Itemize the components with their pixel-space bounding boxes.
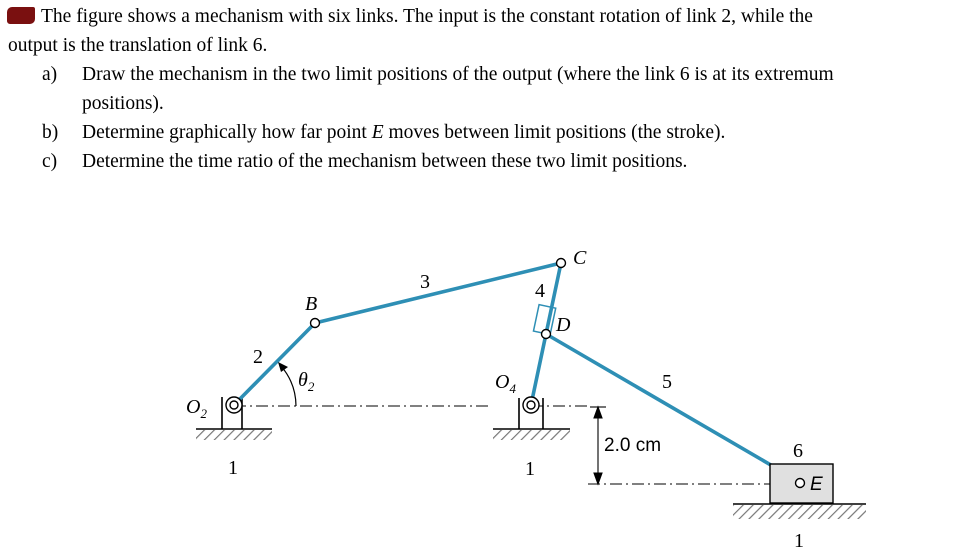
dimension-arrow-bottom: [594, 473, 602, 484]
label-point-c: C: [573, 247, 587, 269]
joint-d: [542, 330, 551, 339]
intro-line-1: The figure shows a mechanism with six links. The input is the constant rotation of link 2, while the: [8, 2, 963, 31]
item-a-cont: positions).: [82, 93, 164, 114]
item-c-label: c): [42, 151, 58, 172]
var-e: E: [371, 122, 384, 143]
item-c-text: Determine the time ratio of the mechanism between these two limit positions.: [82, 151, 688, 172]
label-o2: $O_2$: [186, 396, 207, 421]
joint-e: [796, 479, 805, 488]
dimension-arrow-top: [594, 407, 602, 418]
label-ground-e: 1: [794, 530, 804, 552]
joint-b: [311, 319, 320, 328]
item-b: b) Determine graphically how far point E moves between limit positions (the stroke).: [8, 118, 963, 147]
ground-hatch-e: [733, 505, 866, 519]
label-link-3: 3: [420, 271, 430, 293]
theta-arrow: [278, 362, 288, 372]
label-link-5: 5: [662, 371, 672, 393]
label-point-d: D: [556, 314, 571, 336]
ground-hatch-o4: [493, 430, 570, 440]
item-a-text: Draw the mechanism in the two limit positions of the output (where the link 6 is at its extremum: [82, 64, 834, 85]
label-theta-2: $\theta_2$: [298, 369, 315, 394]
label-point-b: B: [305, 293, 318, 315]
label-ground-o2: 1: [228, 457, 238, 479]
link-3: [315, 263, 561, 323]
label-point-e: E: [810, 474, 823, 495]
item-b-label: b): [42, 122, 59, 143]
label-ground-o4: 1: [525, 458, 535, 480]
label-link-6: 6: [793, 440, 803, 462]
intro-line-2: output is the translation of link 6.: [8, 35, 268, 56]
label-o4: $O_4$: [495, 371, 516, 396]
joint-o2: [230, 401, 238, 409]
link-2: [234, 323, 315, 405]
label-dimension: 2.0 cm: [604, 435, 662, 456]
link-5: [546, 334, 800, 482]
label-link-4: 4: [535, 280, 545, 302]
theta-arc: [281, 366, 296, 406]
ground-hatch-o2: [196, 430, 272, 440]
joint-o4: [527, 401, 535, 409]
label-link-2: 2: [253, 346, 263, 368]
joint-c: [557, 259, 566, 268]
item-a-label: a): [42, 64, 58, 85]
